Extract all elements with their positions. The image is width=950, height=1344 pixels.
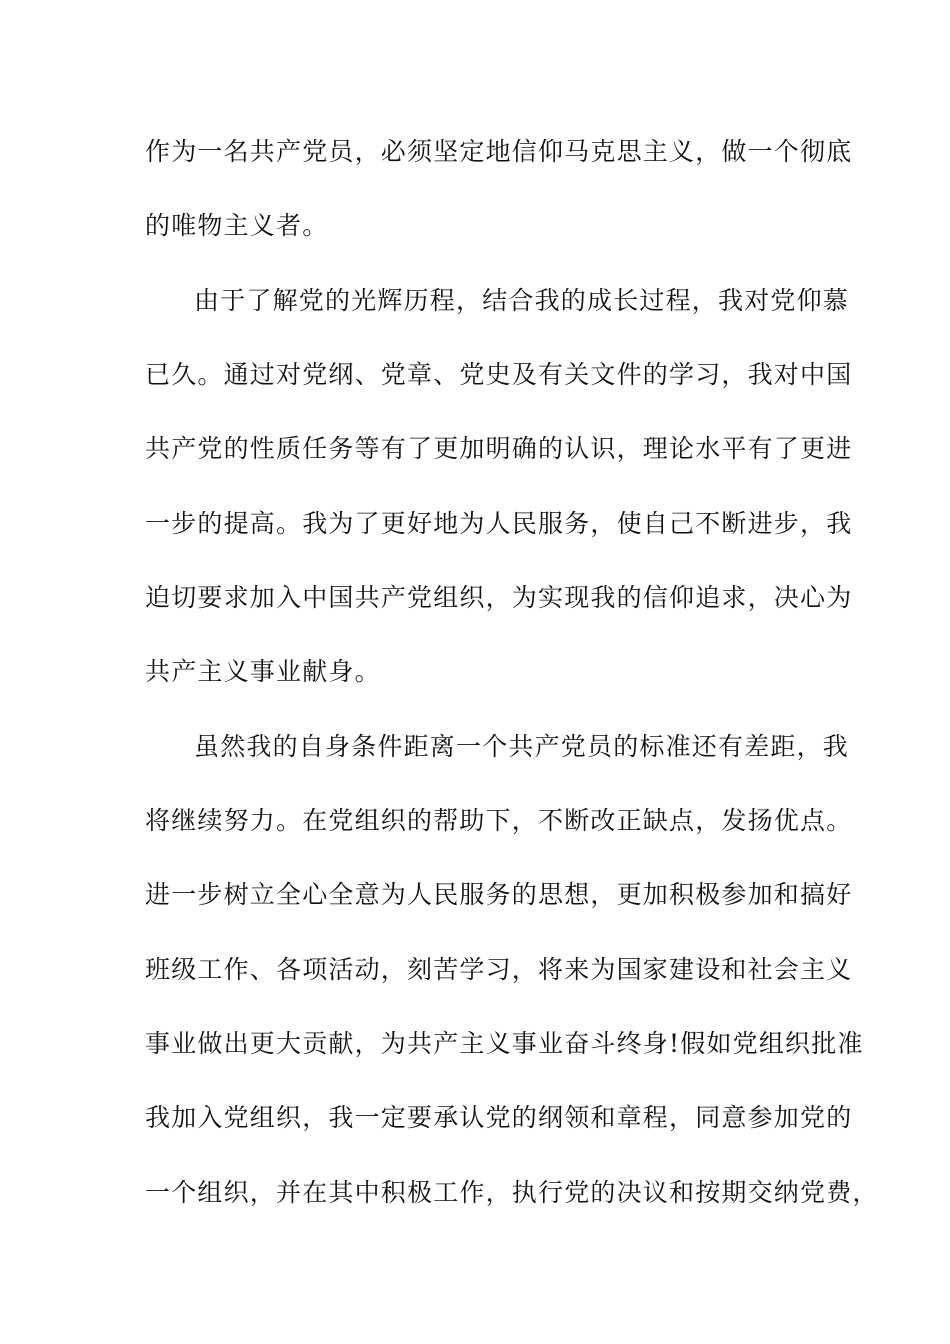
text-line: 作为一名共产党员，必须坚定地信仰马克思主义，做一个彻底 — [145, 137, 853, 166]
text-line: 一个组织，并在其中积极工作，执行党的决议和按期交纳党费， — [145, 1178, 879, 1207]
text-line: 已久。通过对党纲、党章、党史及有关文件的学习，我对中国 — [145, 360, 853, 389]
text-line: 进一步树立全心全意为人民服务的思想，更加积极参加和搞好 — [145, 880, 853, 909]
text-line: 事业做出更大贡献，为共产主义事业奋斗终身!假如党组织批准 — [145, 1029, 864, 1058]
text-line: 我加入党组织，我一定要承认党的纲领和章程，同意参加党的 — [145, 1103, 853, 1132]
text-line: 迫切要求加入中国共产党组织，为实现我的信仰追求，决心为 — [145, 583, 853, 612]
text-line: 的唯物主义者。 — [145, 211, 329, 240]
paragraph-first-line: 由于了解党的光辉历程，结合我的成长过程，我对党仰慕 — [194, 286, 850, 315]
text-line: 共产主义事业献身。 — [145, 657, 381, 686]
text-line: 一步的提高。我为了更好地为人民服务，使自己不断进步，我 — [145, 509, 853, 538]
text-line: 班级工作、各项活动，刻苦学习，将来为国家建设和社会主义 — [145, 955, 853, 984]
text-line: 共产党的性质任务等有了更加明确的认识，理论水平有了更进 — [145, 434, 853, 463]
paragraph-first-line: 虽然我的自身条件距离一个共产党员的标准还有差距，我 — [194, 732, 850, 761]
text-line: 将继续努力。在党组织的帮助下，不断改正缺点，发扬优点。 — [145, 806, 853, 835]
